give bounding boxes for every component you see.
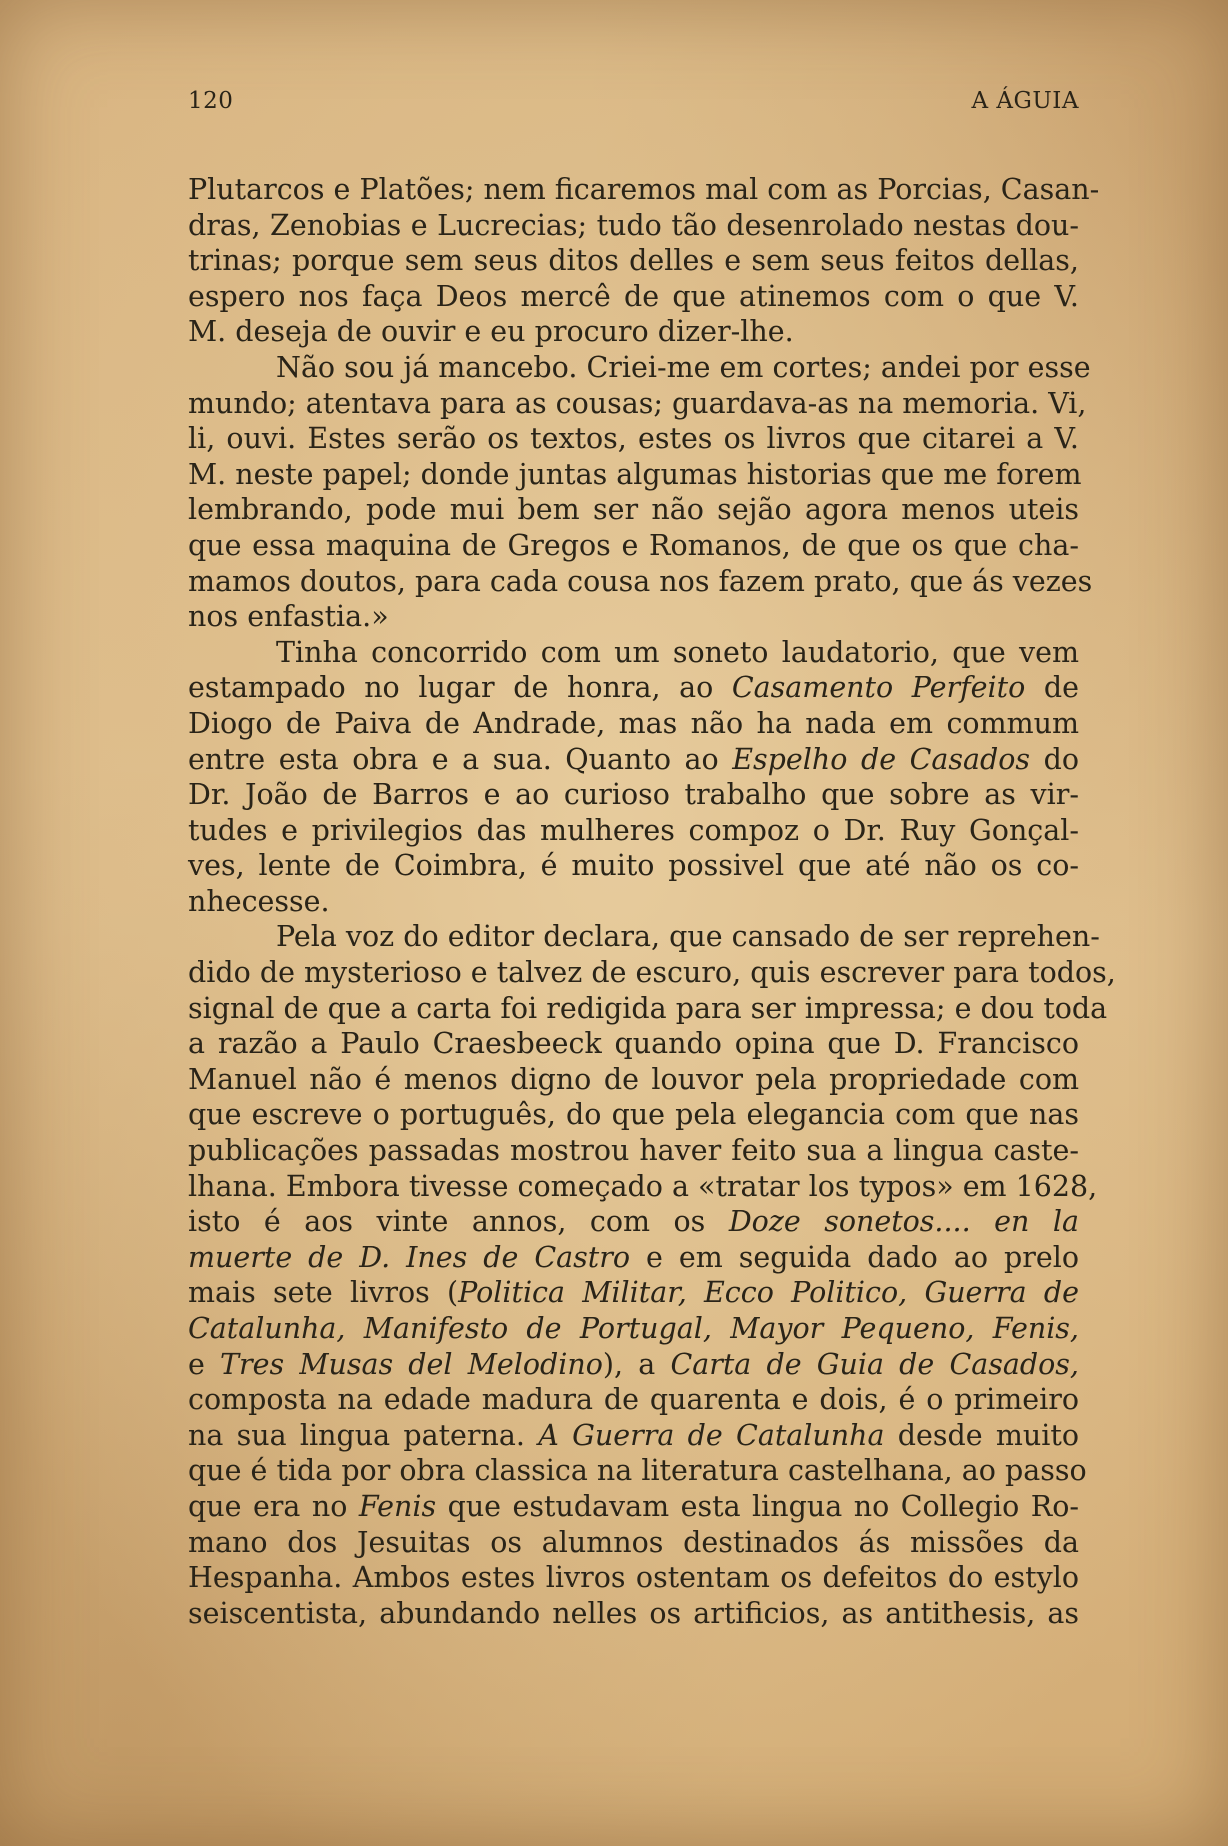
text-line [188, 1311, 1079, 1347]
text-line [188, 670, 1079, 706]
text-line: M. neste papel; donde juntas algumas historias que me forem [188, 457, 1082, 491]
text-line: Hespanha. Ambos estes livros ostentam os defeitos do estylo [188, 1561, 1079, 1595]
italic-title: Politica Militar, Ecco Politico, Guerra de [458, 1276, 1079, 1310]
text-line: que é tida por obra classica na literatura castelhana, ao passo [188, 1454, 1087, 1488]
text-line: tudes e privilegios das mulheres compoz o Dr. Ruy Gonçal- [188, 813, 1079, 847]
text-run: e [188, 1347, 221, 1381]
paragraph-4 [188, 919, 1116, 1631]
text-line: Dr. João de Barros e ao curioso trabalho que sobre as vir- [188, 778, 1079, 812]
text-line: nhecesse. [188, 884, 330, 918]
text-run: do [1030, 742, 1080, 776]
text-line: ves, lente de Coimbra, é muito possivel que até não os co- [188, 849, 1079, 883]
italic-title: muerte de D. Ines de Castro [188, 1240, 631, 1274]
text-line: Não sou já mancebo. Criei-me em cortes; andei por esse [276, 350, 1091, 384]
text-line [188, 1489, 1079, 1525]
italic-title: Espelho de Casados [732, 742, 1031, 776]
text-line: a razão a Paulo Craesbeeck quando opina que D. Francisco [188, 1027, 1079, 1061]
running-title: A ÁGUIA [971, 88, 1079, 114]
text-run: estampado no lugar de honra, ao [188, 671, 732, 705]
text-line: publicações passadas mostrou haver feito sua a lingua caste- [188, 1134, 1079, 1168]
paragraph-3 [188, 635, 1079, 920]
paragraph-2 [188, 350, 1093, 635]
text-line: Diogo de Paiva de Andrade, mas não ha nada em commum [188, 706, 1079, 740]
text-line: Pela voz do editor declara, que cansado de ser reprehen- [276, 920, 1100, 954]
italic-title: Casamento Perfeito [731, 671, 1026, 705]
text-line: composta na edade madura de quarenta e dois, é o primeiro [188, 1383, 1079, 1417]
italic-title: Tres Musas del Melodino [220, 1347, 603, 1381]
text-line: li, ouvi. Estes serão os textos, estes os livros que citarei a V. [188, 422, 1079, 456]
text-line: Tinha concorrido com um soneto laudatorio, que vem [276, 635, 1079, 669]
text-line: Plutarcos e Platões; nem ficaremos mal com as Porcias, Casan- [188, 173, 1100, 206]
text-line: que escreve o português, do que pela elegancia com que nas [188, 1098, 1079, 1132]
italic-title: Carta de Guia de Casados, [670, 1347, 1079, 1381]
italic-title: A Guerra de Catalunha [538, 1418, 885, 1452]
italic-title: Doze sonetos.... en la [728, 1205, 1079, 1239]
body-text [188, 172, 1116, 1631]
text-line: mundo; atentava para as cousas; guardava-as na memoria. Vi, [188, 386, 1087, 420]
text-line [188, 1240, 1079, 1276]
text-line: trinas; porque sem seus ditos delles e sem seus feitos dellas, [188, 244, 1079, 278]
text-run: entre esta obra e a sua. Quanto ao [188, 742, 733, 776]
text-run: de [1025, 671, 1079, 705]
text-line [188, 742, 1079, 778]
text-line: lembrando, pode mui bem ser não sejão agora menos uteis [188, 493, 1079, 527]
text-run: desde muito [884, 1418, 1080, 1452]
text-run: na sua lingua paterna. [188, 1418, 539, 1452]
text-line: mamos doutos, para cada cousa nos fazem prato, que ás vezes [188, 564, 1093, 598]
text-run: mais sete livros ( [188, 1276, 459, 1310]
text-line: seiscentista, abundando nelles os artificios, as antithesis, as [188, 1596, 1079, 1630]
text-run: e em seguida dado ao prelo [630, 1240, 1079, 1274]
text-line: mano dos Jesuitas os alumnos destinados ás missões da [188, 1525, 1079, 1559]
page-number: 120 [188, 88, 234, 114]
italic-title: Catalunha, Manifesto de Portugal, Mayor Pequeno, Fenis, [188, 1312, 1079, 1345]
italic-title: Fenis [358, 1489, 437, 1523]
text-line: Manuel não é menos digno de louvor pela propriedade com [188, 1062, 1079, 1096]
text-line: dras, Zenobias e Lucrecias; tudo tão desenrolado nestas dou- [188, 208, 1079, 242]
paragraph-1 [188, 172, 1100, 350]
text-line: nos enfastia.» [188, 600, 389, 634]
text-line: espero nos faça Deos mercê de que atinemos com o que V. [188, 279, 1079, 313]
text-line: dido de mysterioso e talvez de escuro, quis escrever para todos, [188, 956, 1116, 990]
text-line [188, 1204, 1079, 1240]
text-line: signal de que a carta foi redigida para ser impressa; e dou toda [188, 991, 1108, 1025]
text-run: que estudavam esta lingua no Collegio Ro- [436, 1489, 1080, 1523]
text-line [188, 1275, 1079, 1311]
text-line: que essa maquina de Gregos e Romanos, de que os que cha- [188, 528, 1079, 562]
text-line [188, 1347, 1079, 1383]
text-line [188, 1418, 1079, 1454]
text-run: ), a [602, 1347, 671, 1381]
text-run: que era no [188, 1489, 359, 1523]
page-header [188, 88, 1079, 128]
text-line: M. deseja de ouvir e eu procuro dizer-lhe. [188, 315, 794, 349]
text-line: lhana. Embora tivesse começado a «tratar los typos» em 1628, [188, 1169, 1098, 1203]
text-run: isto é aos vinte annos, com os [188, 1205, 729, 1239]
